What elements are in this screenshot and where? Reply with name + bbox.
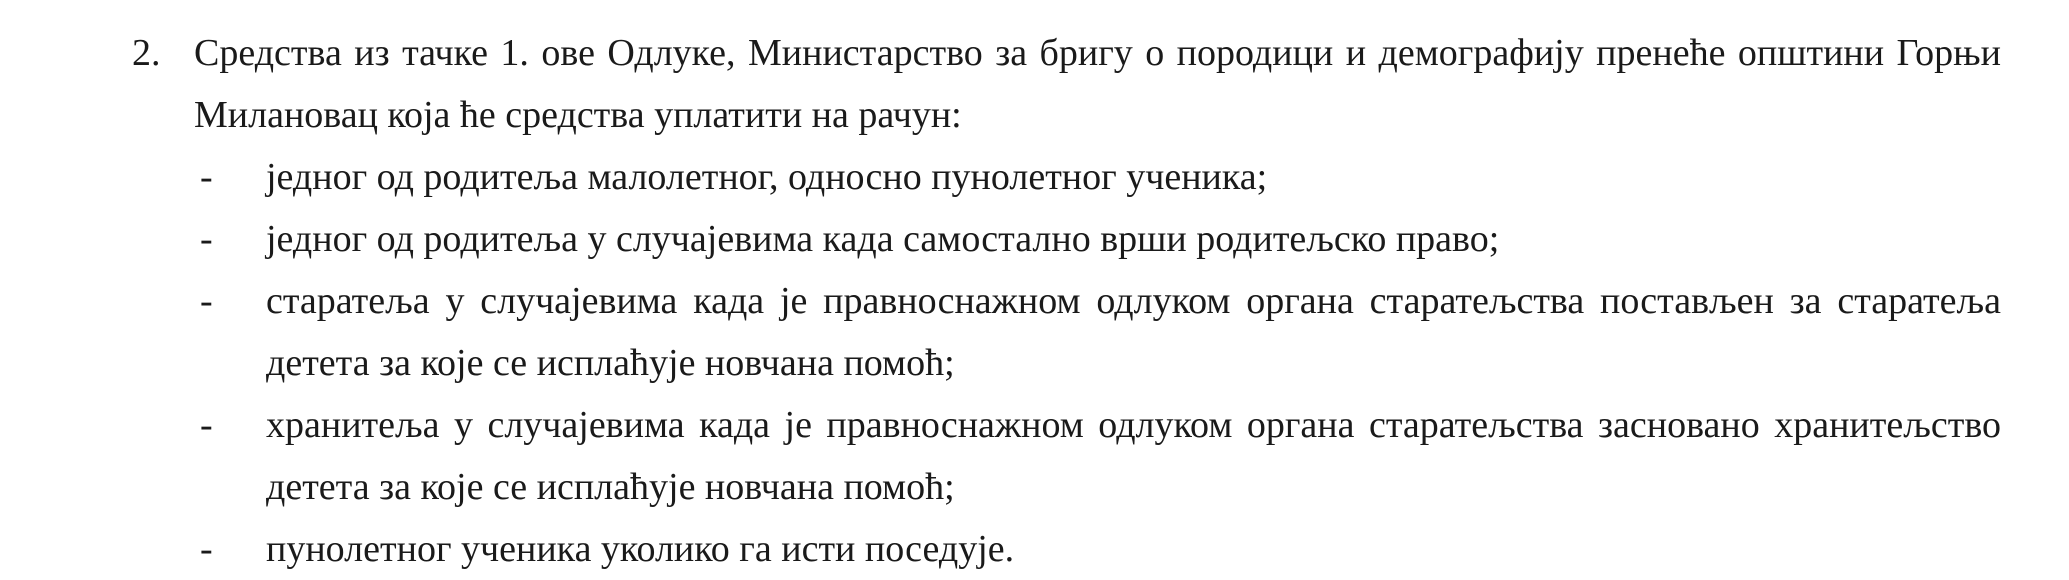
list-item [194,394,2001,518]
dash-bullet-icon: - [200,156,213,198]
dash-bullet-icon: - [200,528,213,570]
list-item-body [194,22,2001,580]
numbered-list-item [0,22,2069,580]
dash-bullet-icon: - [200,404,213,446]
list-item [194,208,2001,270]
bullet-text: хранитеља у случајевима када је правноснажном одлуком органа старатељства засновано хранитељство детета за које се исплаћује новчана помоћ; [266,404,2001,508]
list-item [194,270,2001,394]
list-item-number: 2. [132,32,161,74]
bullet-text: пунолетног ученика уколико га исти поседује. [266,528,1015,570]
bullet-text: старатеља у случајевима када је правноснажном одлуком органа старатељства постављен за старатеља детета за које се исплаћује новчана помоћ; [266,280,2001,384]
dash-bullet-icon: - [200,218,213,260]
bullet-text: једног од родитеља малолетног, односно пунолетног ученика; [266,156,1268,198]
list-item [194,518,2001,580]
bullet-list [194,146,2001,580]
dash-bullet-icon: - [200,280,213,322]
item-paragraph: Средства из тачке 1. ове Одлуке, Министарство за бригу о породици и демографију пренеће општини Горњи Милановац која ће средства уплатити на рачун: [194,32,2001,136]
bullet-text: једног од родитеља у случајевима када самостално врши родитељско право; [266,218,1500,260]
list-item [194,146,2001,208]
